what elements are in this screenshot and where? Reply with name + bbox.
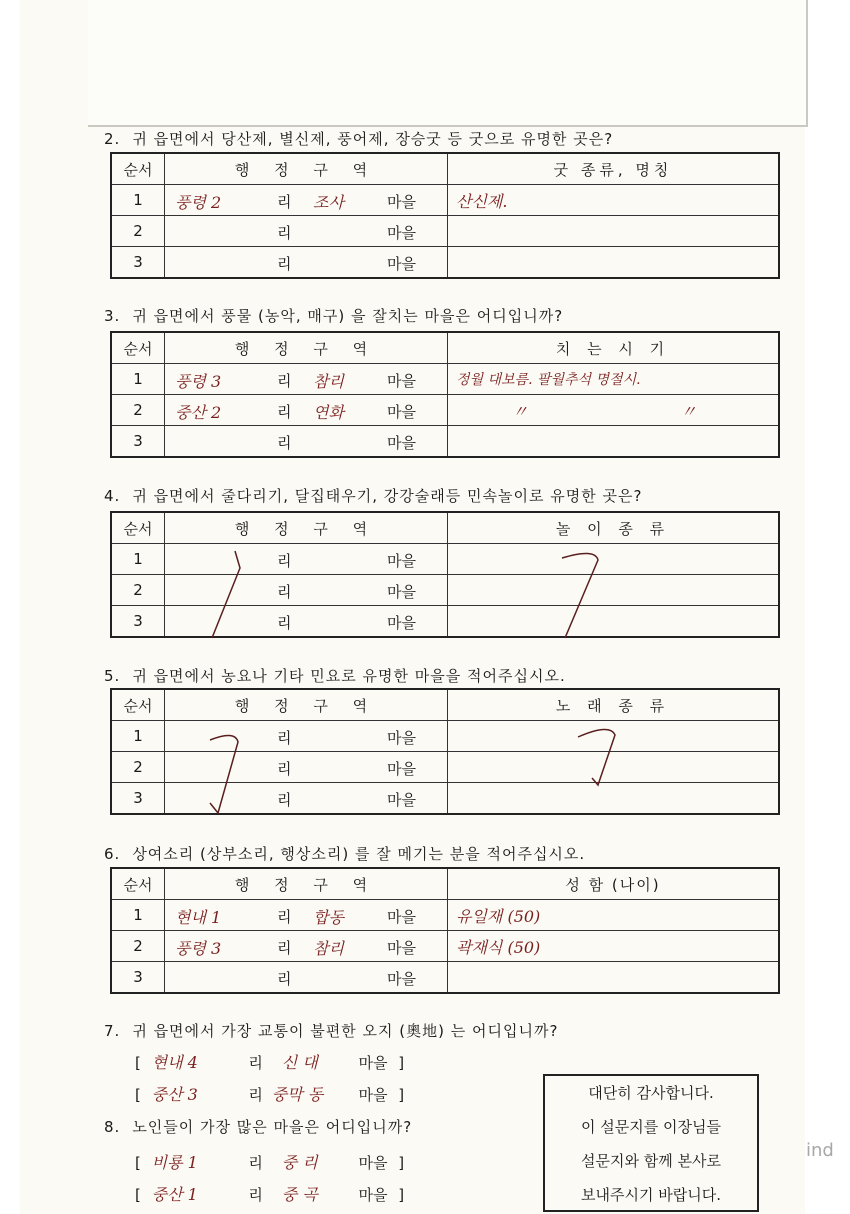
table-row (111, 931, 779, 962)
ri-label: 리 (277, 224, 292, 242)
header-col3: 성 함 (나이) (448, 868, 780, 900)
ri-label: 리 (277, 939, 292, 957)
maeul-label: 마을 (387, 403, 416, 421)
header-seq: 순서 (111, 153, 165, 185)
row-seq: 1 (111, 544, 165, 575)
question-4 (104, 485, 642, 506)
handwritten-place: 중산 3 (151, 1085, 198, 1104)
row-seq: 1 (111, 364, 165, 395)
table-q2 (110, 152, 780, 279)
ri-label: 리 (277, 760, 292, 778)
table-row (111, 962, 779, 994)
table-row (111, 247, 779, 279)
table-row (111, 395, 779, 426)
handwritten-place: 중산 1 (151, 1185, 198, 1204)
handwritten-ri-name: 중 곡 (281, 1185, 318, 1204)
bracket-open: [ (135, 1054, 141, 1072)
question-text: 귀 읍면에서 줄다리기, 달집태우기, 강강술래등 민속놀이로 유명한 곳은? (132, 487, 643, 505)
row-seq: 3 (111, 783, 165, 815)
maeul-label: 마을 (387, 255, 416, 273)
row-seq: 1 (111, 900, 165, 931)
header-admin: 행 정 구 역 (165, 512, 448, 544)
maeul-label: 마을 (387, 939, 416, 957)
question-number: 5. (104, 667, 121, 685)
maeul-label: 마을 (387, 372, 416, 390)
handwritten-ri-name: 신 대 (281, 1053, 318, 1072)
row-seq: 3 (111, 962, 165, 994)
maeul-label: 마을 (358, 1054, 388, 1072)
thanks-line-3: 설문지와 함께 본사로 (581, 1152, 721, 1170)
maeul-label: 마을 (387, 193, 416, 211)
question-number: 3. (104, 307, 121, 325)
maeul-label: 마을 (387, 552, 416, 570)
question-8 (104, 1116, 412, 1137)
table-row (111, 900, 779, 931)
ri-label: 리 (277, 193, 292, 211)
ri-label: 리 (248, 1186, 263, 1204)
bracket-open: [ (135, 1154, 141, 1172)
ri-label: 리 (277, 791, 292, 809)
bracket-close: ] (398, 1186, 405, 1204)
ri-label: 리 (277, 372, 292, 390)
header-admin: 행 정 구 역 (165, 332, 448, 364)
folded-paper-overlay (88, 0, 808, 127)
row-seq: 1 (111, 185, 165, 216)
question-number: 7. (104, 1022, 121, 1040)
ri-label: 리 (248, 1086, 263, 1104)
strike-mark-q4-value (550, 548, 610, 643)
handwritten-ri-name: 중 리 (281, 1153, 318, 1172)
ri-label: 리 (277, 614, 292, 632)
header-admin: 행 정 구 역 (165, 153, 448, 185)
maeul-label: 마을 (358, 1154, 388, 1172)
handwritten-value: 〃 〃 (456, 401, 697, 421)
answer-line (135, 1082, 404, 1105)
answer-line (135, 1182, 404, 1205)
handwritten-place: 현내 4 (151, 1053, 198, 1072)
handwritten-place: 현내 1 (175, 908, 222, 927)
row-seq: 3 (111, 247, 165, 279)
ri-label: 리 (277, 970, 292, 988)
table-q6 (110, 867, 780, 994)
header-seq: 순서 (111, 689, 165, 721)
ri-label: 리 (277, 583, 292, 601)
strike-mark-q4-admin (200, 548, 250, 643)
row-seq: 1 (111, 721, 165, 752)
handwritten-value: 곽재식 (50) (456, 937, 541, 957)
maeul-label: 마을 (387, 583, 416, 601)
bracket-close: ] (398, 1086, 405, 1104)
answer-line (135, 1050, 404, 1073)
header-admin: 행 정 구 역 (165, 689, 448, 721)
handwritten-place: 풍령 3 (175, 372, 222, 391)
ri-label: 리 (277, 434, 292, 452)
table-row (111, 364, 779, 395)
answer-line (135, 1150, 404, 1173)
handwritten-ri-name: 합동 (313, 908, 344, 927)
strike-mark-q5-admin (200, 728, 250, 818)
question-7 (104, 1020, 558, 1041)
maeul-label: 마을 (387, 970, 416, 988)
ri-label: 리 (277, 729, 292, 747)
handwritten-place: 비룡 1 (151, 1153, 198, 1172)
handwritten-place: 중산 2 (175, 403, 222, 422)
maeul-label: 마을 (387, 908, 416, 926)
table-row (111, 426, 779, 458)
bracket-open: [ (135, 1086, 141, 1104)
header-seq: 순서 (111, 332, 165, 364)
thanks-line-2: 이 설문지를 이장님들 (581, 1118, 721, 1136)
question-3 (104, 305, 563, 326)
bracket-open: [ (135, 1186, 141, 1204)
margin-text: ind (806, 1140, 834, 1161)
header-col3: 굿 종류, 명칭 (448, 153, 780, 185)
question-text: 귀 읍면에서 당산제, 별신제, 풍어제, 장승굿 등 굿으로 유명한 곳은? (132, 130, 614, 148)
question-2 (104, 128, 613, 149)
handwritten-place: 풍령 2 (175, 193, 222, 212)
question-text: 귀 읍면에서 농요나 기타 민요로 유명한 마을을 적어주십시오. (132, 667, 566, 685)
handwritten-ri-name: 참리 (313, 372, 344, 391)
maeul-label: 마을 (387, 614, 416, 632)
table-row (111, 185, 779, 216)
question-number: 6. (104, 845, 121, 863)
ri-label: 리 (277, 908, 292, 926)
maeul-label: 마을 (358, 1186, 388, 1204)
header-seq: 순서 (111, 512, 165, 544)
handwritten-value: 유일재 (50) (456, 906, 541, 926)
question-text: 귀 읍면에서 가장 교통이 불편한 오지 (奧地) 는 어디입니까? (132, 1022, 559, 1040)
question-text: 노인들이 가장 많은 마을은 어디입니까? (132, 1118, 413, 1136)
handwritten-ri-name: 조사 (313, 193, 344, 212)
question-text: 상여소리 (상부소리, 행상소리) 를 잘 메기는 분을 적어주십시오. (132, 845, 586, 863)
table-q3 (110, 331, 780, 458)
row-seq: 2 (111, 395, 165, 426)
handwritten-ri-name: 참리 (313, 939, 344, 958)
table-row (111, 216, 779, 247)
maeul-label: 마을 (387, 224, 416, 242)
header-col3: 치 는 시 기 (448, 332, 780, 364)
header-col3: 놀 이 종 류 (448, 512, 780, 544)
ri-label: 리 (248, 1054, 263, 1072)
handwritten-value: 산신제. (456, 191, 508, 211)
row-seq: 3 (111, 606, 165, 638)
handwritten-ri-name: 연화 (313, 403, 344, 422)
thanks-line-1: 대단히 감사합니다. (588, 1084, 714, 1102)
row-seq: 2 (111, 216, 165, 247)
maeul-label: 마을 (387, 729, 416, 747)
question-6 (104, 843, 585, 864)
question-5 (104, 665, 566, 686)
row-seq: 2 (111, 575, 165, 606)
handwritten-value: 정월 대보름. 팔월추석 명절시. (456, 372, 641, 388)
strike-mark-q5-value (570, 723, 630, 793)
header-admin: 행 정 구 역 (165, 868, 448, 900)
thank-you-box (543, 1074, 759, 1212)
question-number: 2. (104, 130, 121, 148)
ri-label: 리 (277, 255, 292, 273)
question-number: 4. (104, 487, 121, 505)
question-text: 귀 읍면에서 풍물 (농악, 매구) 을 잘치는 마을은 어디입니까? (132, 307, 564, 325)
bracket-close: ] (398, 1054, 405, 1072)
question-number: 8. (104, 1118, 121, 1136)
row-seq: 2 (111, 931, 165, 962)
bracket-close: ] (398, 1154, 405, 1172)
ri-label: 리 (277, 403, 292, 421)
header-col3: 노 래 종 류 (448, 689, 780, 721)
ri-label: 리 (277, 552, 292, 570)
header-seq: 순서 (111, 868, 165, 900)
maeul-label: 마을 (387, 791, 416, 809)
handwritten-place: 풍령 3 (175, 939, 222, 958)
ri-label: 리 (248, 1154, 263, 1172)
row-seq: 2 (111, 752, 165, 783)
handwritten-ri-name: 중막 동 (271, 1085, 324, 1104)
row-seq: 3 (111, 426, 165, 458)
thanks-line-4: 보내주시기 바랍니다. (581, 1186, 721, 1204)
maeul-label: 마을 (387, 760, 416, 778)
maeul-label: 마을 (387, 434, 416, 452)
maeul-label: 마을 (358, 1086, 388, 1104)
